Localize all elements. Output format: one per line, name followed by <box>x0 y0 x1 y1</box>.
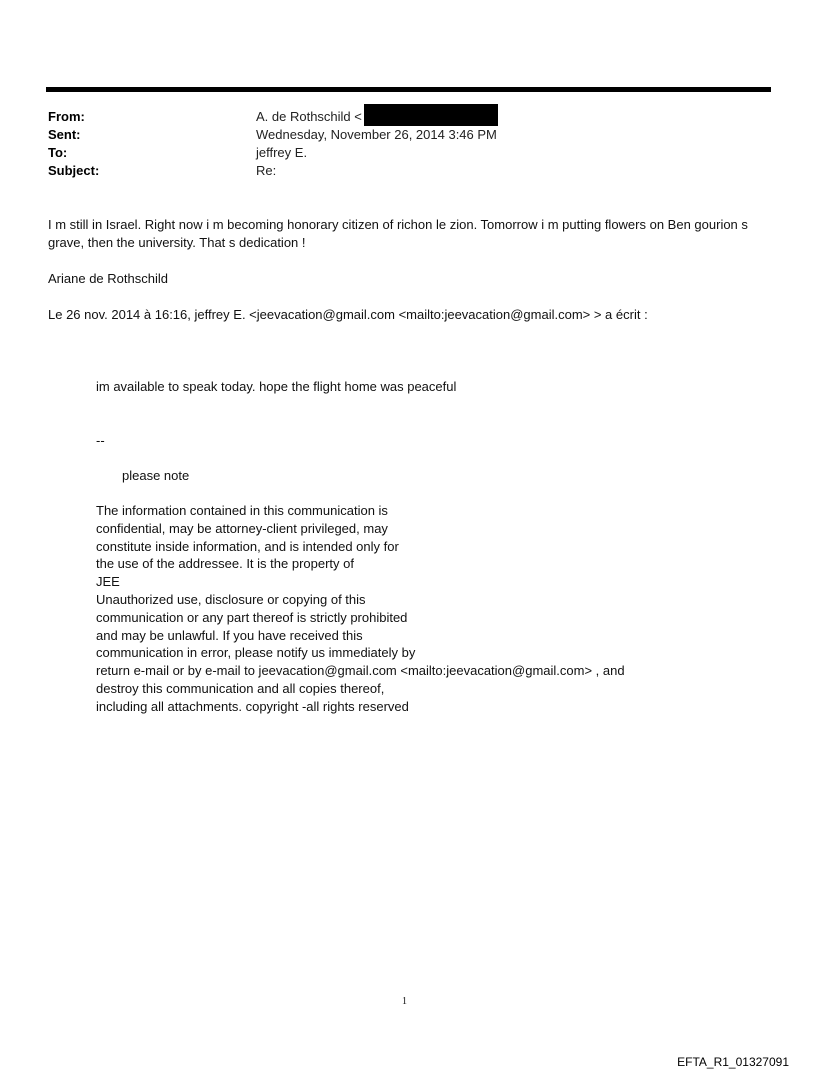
from-row <box>48 108 748 126</box>
signature: Ariane de Rothschild <box>48 271 168 286</box>
disclaimer-line: Unauthorized use, disclosure or copying of this <box>96 591 366 607</box>
disclaimer <box>96 502 756 716</box>
disclaimer-line: The information contained in this communication is <box>96 503 388 518</box>
disclaimer-line: communication or any part thereof is strictly prohibited <box>96 609 408 625</box>
subject-row <box>48 162 748 180</box>
page-number: 1 <box>402 996 407 1007</box>
signature-separator: -- <box>96 433 105 448</box>
header-rule <box>46 87 771 92</box>
email-header <box>48 108 748 180</box>
quoted-body: im available to speak today. hope the flight home was peaceful <box>96 379 457 394</box>
sent-value: Wednesday, November 26, 2014 3:46 PM <box>256 127 497 142</box>
subject-value: Re: <box>256 163 277 178</box>
disclaimer-line: JEE <box>96 574 120 590</box>
sent-label: Sent: <box>48 127 81 142</box>
please-note: please note <box>122 468 190 483</box>
disclaimer-line: destroy this communication and all copies thereof, <box>96 680 385 696</box>
subject-label: Subject: <box>48 163 100 178</box>
from-name: A. de Rothschild < <box>256 109 362 124</box>
disclaimer-line: including all attachments. copyright -all rights reserved <box>96 698 409 714</box>
message-body: I m still in Israel. Right now i m becoming honorary citizen of richon le zion. Tomorrow i m putting flowers on Ben gourion s grave, then the university. That s dedication ! <box>48 217 748 250</box>
disclaimer-line: return e-mail or by e-mail to jeevacation@gmail.com <mailto:jeevacation@gmail.com> , and <box>96 663 625 679</box>
document-id: EFTA_R1_01327091 <box>677 1055 789 1069</box>
sent-row <box>48 126 748 144</box>
disclaimer-line: the use of the addressee. It is the property of <box>96 556 354 572</box>
quote-intro: Le 26 nov. 2014 à 16:16, jeffrey E. <jeevacation@gmail.com <mailto:jeevacation@gmail.com> > a écrit : <box>48 307 648 322</box>
disclaimer-line: and may be unlawful. If you have received this <box>96 627 363 643</box>
from-label: From: <box>48 109 85 124</box>
to-label: To: <box>48 145 68 160</box>
to-value: jeffrey E. <box>256 145 308 160</box>
disclaimer-line: communication in error, please notify us immediately by <box>96 645 416 661</box>
to-row <box>48 144 748 162</box>
from-value <box>256 108 498 126</box>
redaction-box <box>364 104 498 126</box>
disclaimer-line: confidential, may be attorney-client privileged, may <box>96 520 388 536</box>
disclaimer-line: constitute inside information, and is intended only for <box>96 538 399 554</box>
